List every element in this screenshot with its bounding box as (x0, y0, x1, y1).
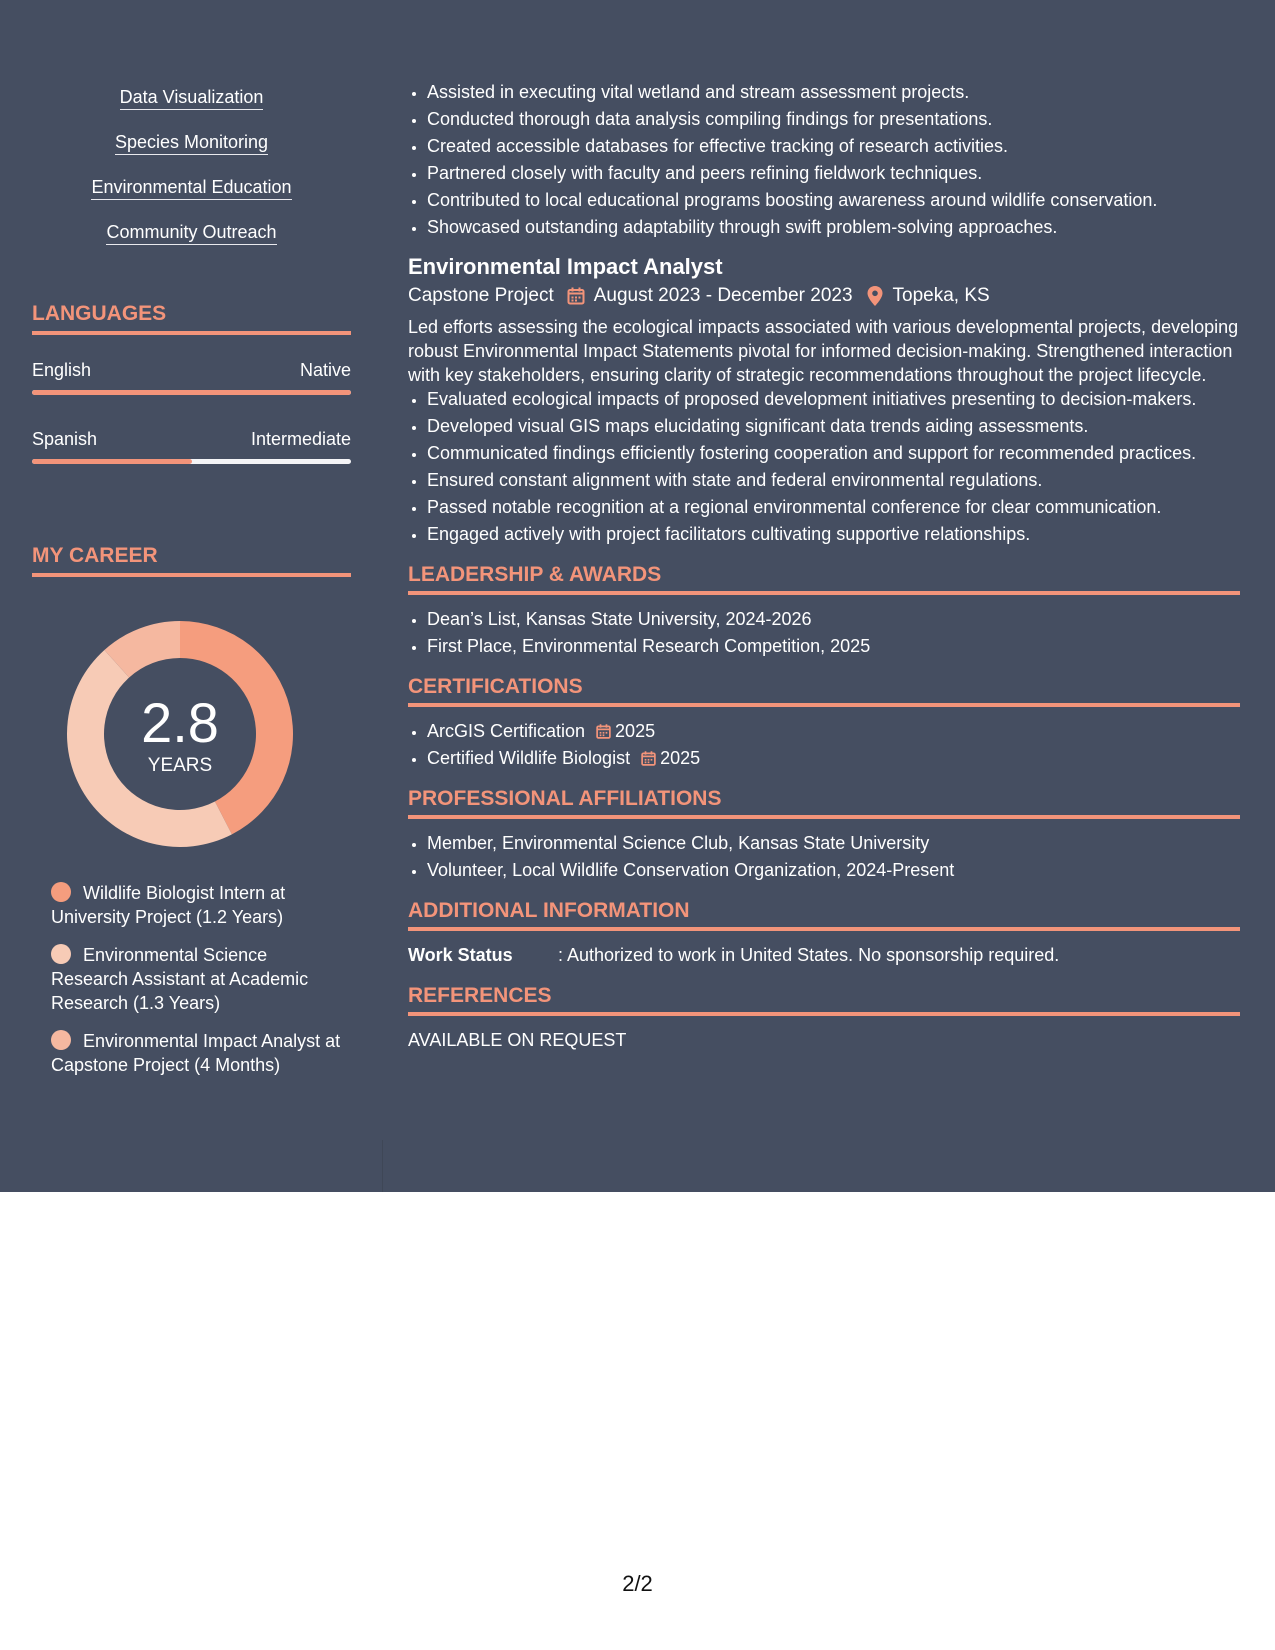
certification-year: 2025 (615, 721, 656, 741)
location-pin-icon (865, 285, 885, 307)
certification-year: 2025 (660, 748, 701, 768)
bullet-item: • Developed visual GIS maps elucidating significant data trends aiding assessments. (427, 414, 1240, 438)
legend-dot-icon (51, 944, 71, 964)
skill-item: Community Outreach (106, 221, 276, 245)
career-total-value: 2.8 (141, 691, 219, 754)
certification-item (427, 719, 1240, 743)
bullet-item: • Partnered closely with faculty and peers refining fieldwork techniques. (427, 161, 1240, 185)
certifications-heading: CERTIFICATIONS (408, 674, 1240, 707)
language-row-english (32, 359, 351, 399)
language-row-spanish (32, 428, 351, 468)
language-bar (32, 390, 351, 395)
bullet-item: • Conducted thorough data analysis compiling findings for presentations. (427, 107, 1240, 131)
references-text: AVAILABLE ON REQUEST (408, 1030, 627, 1050)
bullet-item: • Evaluated ecological impacts of proposed development initiatives presenting to decision-makers. (427, 387, 1240, 411)
leadership-heading: LEADERSHIP & AWARDS (408, 562, 1240, 595)
bullet-item: • Dean’s List, Kansas State University, 2024-2026 (427, 607, 1240, 631)
language-bar-fill (32, 390, 351, 395)
calendar-icon (640, 750, 657, 767)
job-title: Environmental Impact Analyst (408, 254, 723, 279)
language-level: Native (299, 360, 351, 380)
certification-name: ArcGIS Certification (427, 721, 586, 741)
career-legend-item (51, 1029, 341, 1077)
bullet-item: • Created accessible databases for effective tracking of research activities. (427, 134, 1240, 158)
bullet-item: • Assisted in executing vital wetland and stream assessment projects. (427, 80, 1240, 104)
bullet-item: • Member, Environmental Science Club, Kansas State University (427, 831, 1240, 855)
right-column (408, 80, 1240, 1052)
language-level: Intermediate (250, 429, 351, 449)
leadership-list (408, 607, 1240, 658)
references-heading: REFERENCES (408, 983, 1240, 1016)
certification-item (427, 746, 1240, 770)
career-total-unit: YEARS (147, 755, 213, 776)
skill-item: Data Visualization (120, 86, 264, 110)
calendar-icon (595, 723, 612, 740)
work-status-value: : Authorized to work in United States. No sponsorship required. (558, 945, 1060, 965)
bullet-item: • Engaged actively with project facilitators cultivating supportive relationships. (427, 522, 1240, 546)
skill-item: Species Monitoring (115, 131, 268, 155)
job-location: Topeka, KS (892, 285, 990, 306)
language-name: English (32, 360, 92, 380)
bullet-item: • Showcased outstanding adaptability through swift problem-solving approaches. (427, 215, 1240, 239)
bullet-item: • Volunteer, Local Wildlife Conservation Organization, 2024-Present (427, 858, 1240, 882)
work-status-label: Work Status (408, 945, 513, 965)
certification-name: Certified Wildlife Biologist (427, 748, 631, 768)
job-meta (408, 283, 1240, 309)
page-number: 2/2 (622, 1571, 653, 1596)
certifications-list (408, 719, 1240, 770)
job-bullets (408, 387, 1240, 546)
language-bar (32, 459, 351, 464)
career-legend-label: Environmental Science Research Assistant at Academic Research (1.3 Years) (51, 945, 309, 1013)
affiliations-heading: PROFESSIONAL AFFILIATIONS (408, 786, 1240, 819)
career-heading: MY CAREER (32, 543, 351, 577)
career-legend-label: Wildlife Biologist Intern at University Project (1.2 Years) (51, 883, 286, 927)
bullet-item: • Contributed to local educational programs boosting awareness around wildlife conservation. (427, 188, 1240, 212)
work-status-row (408, 943, 1240, 967)
language-name: Spanish (32, 429, 98, 449)
bullet-item: • Passed notable recognition at a regional environmental conference for clear communication. (427, 495, 1240, 519)
legend-dot-icon (51, 882, 71, 902)
career-legend-label: Environmental Impact Analyst at Capstone Project (4 Months) (51, 1031, 341, 1075)
career-legend (51, 881, 341, 1091)
previous-job-bullets (408, 80, 1240, 239)
affiliations-list (408, 831, 1240, 882)
job-dates: August 2023 - December 2023 (593, 285, 853, 306)
language-bar-fill (32, 459, 192, 464)
column-divider (382, 1140, 383, 1192)
additional-info-heading: ADDITIONAL INFORMATION (408, 898, 1240, 931)
legend-dot-icon (51, 1030, 71, 1050)
calendar-icon (566, 286, 586, 306)
bullet-item: • First Place, Environmental Research Competition, 2025 (427, 634, 1240, 658)
job-company: Capstone Project (408, 285, 554, 306)
job-description: Led efforts assessing the ecological impacts associated with various developmental projects, developing robust Environmental Impact Statements pivotal for informed decision-making. Strengthened interaction with key stakeholders, ensuring clarity of strategic recommendations throughout the project lifecycle. (408, 317, 1239, 385)
languages-heading: LANGUAGES (32, 301, 351, 335)
skill-item: Environmental Education (91, 176, 291, 200)
skills-list (32, 86, 351, 266)
bullet-item: • Communicated findings efficiently fostering cooperation and support for recommended practices. (427, 441, 1240, 465)
career-legend-item (51, 881, 341, 929)
career-legend-item (51, 943, 341, 1015)
bullet-item: • Ensured constant alignment with state and federal environmental regulations. (427, 468, 1240, 492)
